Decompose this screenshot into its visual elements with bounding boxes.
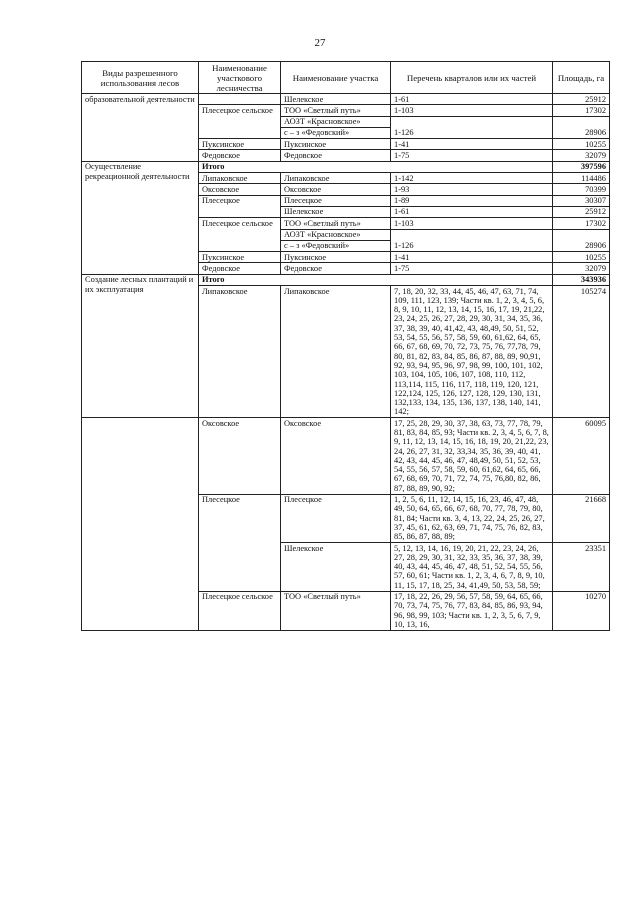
use-type-cell: образовательной деятельности	[82, 94, 199, 162]
area-cell: 70399	[553, 184, 610, 195]
area-cell: 32079	[553, 150, 610, 161]
area-cell: 28906	[553, 240, 610, 251]
site-cell: с – з «Федовский»	[281, 127, 391, 138]
table-row	[82, 418, 610, 494]
quarters-cell: 1-142	[391, 173, 553, 184]
forestry-cell: Плесецкое сельское	[199, 591, 281, 630]
area-cell: 32079	[553, 263, 610, 274]
use-type-cell: Осуществление рекреационной деятельности	[82, 161, 199, 274]
forestry-cell: Плесецкое	[199, 195, 281, 218]
area-cell: 30307	[553, 195, 610, 206]
header-use-type: Виды разрешенного использования лесов	[82, 62, 199, 94]
area-cell	[553, 116, 610, 127]
quarters-cell: 1-103	[391, 218, 553, 229]
area-cell: 114486	[553, 173, 610, 184]
site-cell: Пуксинское	[281, 139, 391, 150]
quarters-cell: 1-75	[391, 263, 553, 274]
header-row	[82, 62, 610, 94]
header-area: Площадь, га	[553, 62, 610, 94]
quarters-cell: 1-61	[391, 206, 553, 217]
site-cell: АОЗТ «Красновское»	[281, 229, 391, 240]
area-cell: 17302	[553, 218, 610, 229]
quarters-cell: 17, 18, 22, 26, 29, 56, 57, 58, 59, 64, 65, 66, 70, 73, 74, 75, 76, 77, 83, 84, 85, 86, 93, 94, 96, 98, 99, 103; Части кв. 1, 2, 3, 5, 6, 7, 9, 10, 13, 16,	[391, 591, 553, 630]
quarters-cell: 1-93	[391, 184, 553, 195]
site-cell: Шелекское	[281, 206, 391, 217]
area-cell: 10255	[553, 139, 610, 150]
quarters-cell: 1-89	[391, 195, 553, 206]
forestry-cell: Пуксинское	[199, 252, 281, 263]
site-cell: Липаковское	[281, 173, 391, 184]
area-cell	[553, 229, 610, 240]
quarters-cell: 1, 2, 5, 6, 11, 12, 14, 15, 16, 23, 46, 47, 48, 49, 50, 64, 65, 66, 67, 68, 70, 77, 78, 79, 80, 81, 84; Части кв. 3, 4, 13, 22, 24, 25, 26, 27, 37, 45, 61, 62, 63, 69, 71, 74, 75, 76, 82, 83, 85, 86, 87, 88, 89;	[391, 494, 553, 542]
quarters-cell	[391, 116, 553, 127]
header-quarters: Перечень кварталов или их частей	[391, 62, 553, 94]
quarters-cell: 1-61	[391, 94, 553, 105]
total-value: 343936	[553, 274, 610, 285]
site-cell: Пуксинское	[281, 252, 391, 263]
forestry-cell: Плесецкое	[199, 494, 281, 591]
site-cell: с – з «Федовский»	[281, 240, 391, 251]
site-cell: Оксовское	[281, 184, 391, 195]
total-value: 397596	[553, 161, 610, 172]
area-cell: 21668	[553, 494, 610, 542]
site-cell: ТОО «Светлый путь»	[281, 105, 391, 116]
forestry-cell: Плесецкое сельское	[199, 105, 281, 139]
site-cell: Плесецкое	[281, 494, 391, 542]
site-cell: Липаковское	[281, 286, 391, 418]
quarters-cell: 1-75	[391, 150, 553, 161]
site-cell: Оксовское	[281, 418, 391, 494]
area-cell: 105274	[553, 286, 610, 418]
quarters-cell	[391, 229, 553, 240]
site-cell: Плесецкое	[281, 195, 391, 206]
area-cell: 23351	[553, 543, 610, 591]
forestry-cell: Плесецкое сельское	[199, 218, 281, 252]
site-cell: Шелекское	[281, 543, 391, 591]
area-cell: 25912	[553, 94, 610, 105]
forestry-cell: Липаковское	[199, 173, 281, 184]
area-cell: 25912	[553, 206, 610, 217]
area-cell: 17302	[553, 105, 610, 116]
forestry-cell: Оксовское	[199, 418, 281, 494]
area-cell: 10255	[553, 252, 610, 263]
page-number: 27	[314, 37, 326, 49]
quarters-cell: 1-103	[391, 105, 553, 116]
total-label: Итого	[199, 274, 553, 285]
header-site: Наименование участка	[281, 62, 391, 94]
forestry-cell: Липаковское	[199, 286, 281, 418]
site-cell: Шелекское	[281, 94, 391, 105]
use-type-cell-continued	[82, 418, 199, 631]
forestry-cell: Оксовское	[199, 184, 281, 195]
site-cell: АОЗТ «Красновское»	[281, 116, 391, 127]
forestry-cell	[199, 94, 281, 105]
table-row	[82, 94, 610, 105]
area-cell: 60095	[553, 418, 610, 494]
forest-use-table	[81, 61, 610, 631]
area-cell: 10270	[553, 591, 610, 630]
site-cell: ТОО «Светлый путь»	[281, 218, 391, 229]
total-label: Итого	[199, 161, 553, 172]
site-cell: Федовское	[281, 150, 391, 161]
quarters-cell: 1-126	[391, 127, 553, 138]
header-forestry: Наименование участкового лесничества	[199, 62, 281, 94]
forestry-cell: Федовское	[199, 150, 281, 161]
quarters-cell: 1-41	[391, 139, 553, 150]
forestry-cell: Федовское	[199, 263, 281, 274]
quarters-cell: 1-41	[391, 252, 553, 263]
area-cell: 28906	[553, 127, 610, 138]
quarters-cell: 7, 18, 20, 32, 33, 44, 45, 46, 47, 63, 71, 74, 109, 111, 123, 139; Части кв. 1, 2, 3, 4, 5, 6, 8, 9, 10, 11, 12, 13, 14, 15, 16, 17, 19, 21,22, 23, 24, 25, 26, 27, 28, 29, 30, 31, 34, 35, 36, 37, 38, 39, 40, 41,42, 43, 48,49, 50, 51, 52, 53, 54, 55, 56, 57, 58, 59, 60, 61,62, 64, 65, 66, 67, 68, 69, 70, 72, 73, 75, 76, 77,78, 79, 80, 81, 82, 83, 84, 85, 86, 87, 88, 89, 90,91, 92, 93, 94, 95, 96, 97, 98, 99, 100, 101, 102, 103, 104, 105, 106, 107, 108, 110, 112, 113,114, 115, 116, 117, 118, 119, 120, 121, 122,124, 125, 126, 127, 128, 129, 130, 131, 132,133, 134, 135, 136, 137, 138, 140, 141, 142;	[391, 286, 553, 418]
quarters-cell: 5, 12, 13, 14, 16, 19, 20, 21, 22, 23, 24, 26, 27, 28, 29, 30, 31, 32, 33, 35, 36, 37, 38, 39, 40, 43, 44, 45, 46, 47, 48, 51, 52, 54, 55, 56, 57, 60, 61; Части кв. 1, 2, 3, 4, 6, 7, 8, 9, 10, 11, 15, 17, 18, 25, 34, 41,49, 50, 53, 58, 59;	[391, 543, 553, 591]
total-row	[82, 161, 610, 172]
site-cell: ТОО «Светлый путь»	[281, 591, 391, 630]
quarters-cell: 17, 25, 28, 29, 30, 37, 38, 63, 73, 77, 78, 79, 81, 83, 84, 85, 93; Части кв. 2, 3, 4, 5, 6, 7, 8, 9, 11, 12, 13, 14, 15, 16, 18, 19, 20, 21,22, 23, 24, 26, 27, 31, 32, 33,34, 35, 36, 39, 40, 41, 42, 43, 44, 45, 46, 47, 48,49, 50, 51, 52, 53, 54, 55, 56, 57, 58, 59, 60, 61,62, 64, 65, 66, 67, 68, 69, 70, 71, 72, 74, 75, 76,80, 82, 86, 87, 88, 89, 90, 92;	[391, 418, 553, 494]
forestry-cell: Пуксинское	[199, 139, 281, 150]
use-type-cell: Создание лесных плантаций и их эксплуатация	[82, 274, 199, 417]
quarters-cell: 1-126	[391, 240, 553, 251]
site-cell: Федовское	[281, 263, 391, 274]
total-row	[82, 274, 610, 285]
